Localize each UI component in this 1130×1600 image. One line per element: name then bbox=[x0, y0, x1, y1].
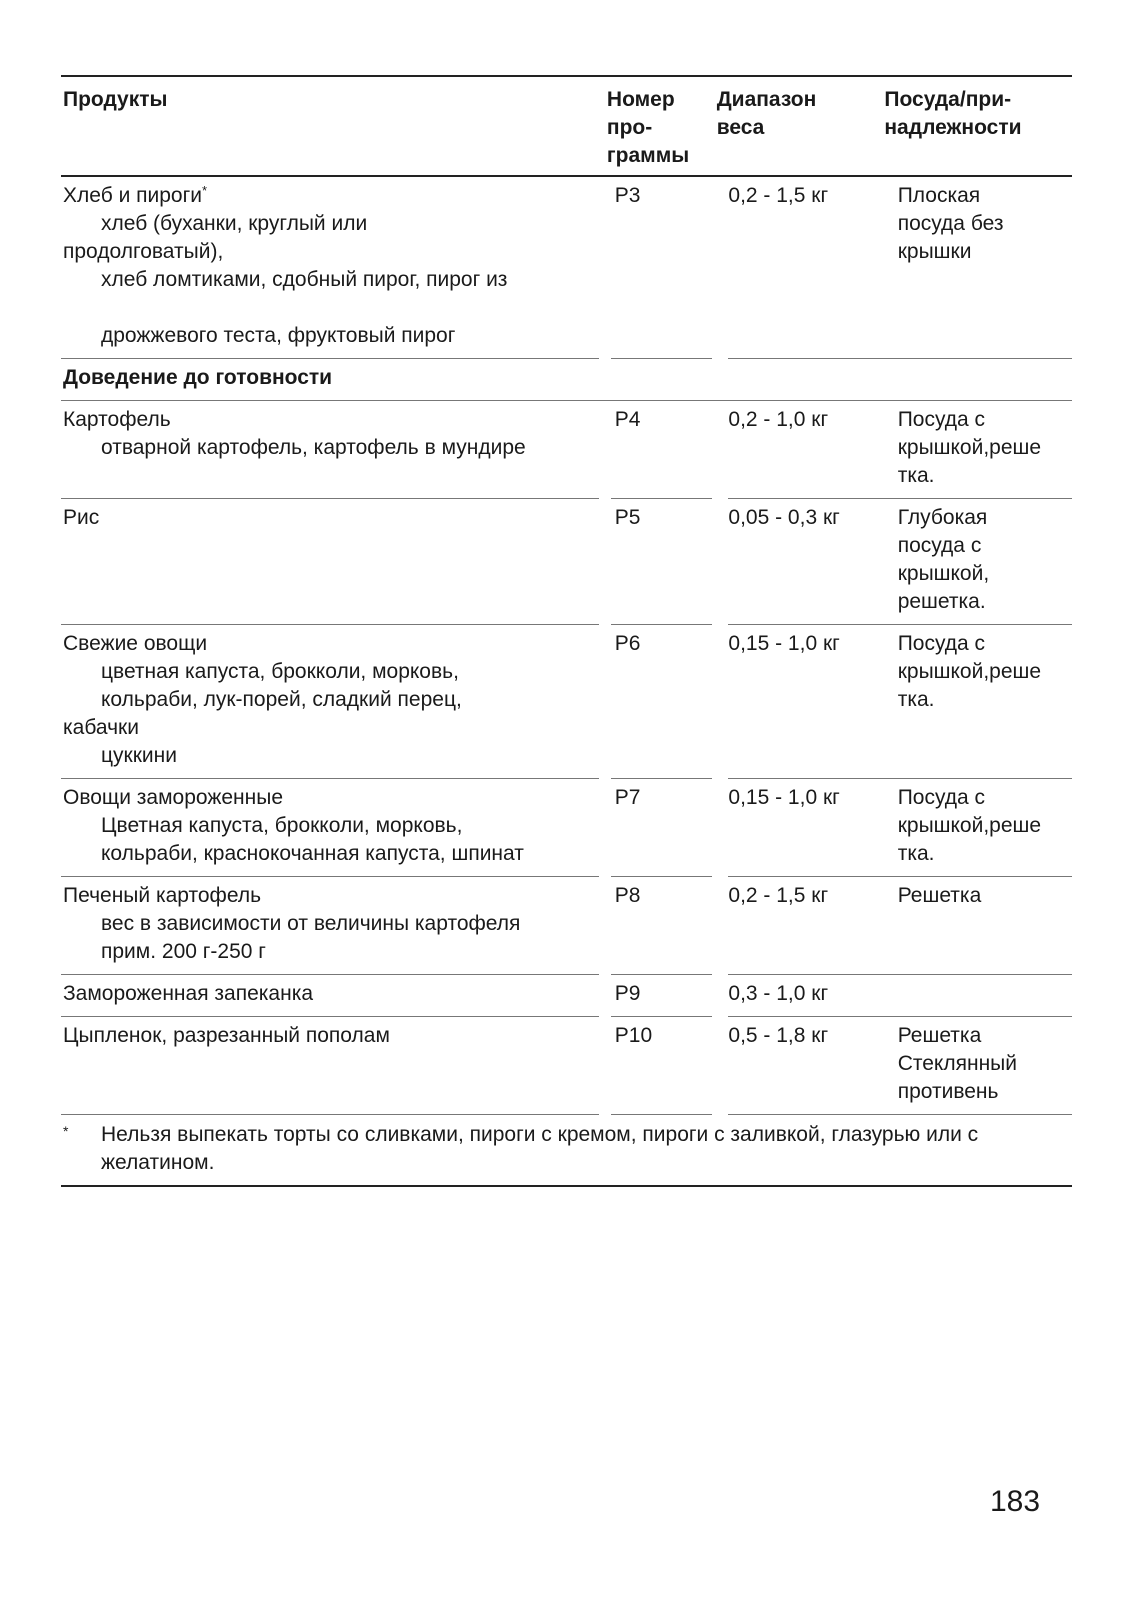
header-dish: Посуда/при- надлежности bbox=[884, 88, 1022, 139]
product-title: Картофель bbox=[63, 408, 171, 431]
table-row bbox=[61, 401, 1072, 499]
rows-top bbox=[61, 177, 1072, 359]
table-row bbox=[61, 625, 1072, 779]
footnote-marker: * bbox=[63, 1123, 69, 1139]
product-cell bbox=[61, 177, 599, 359]
table-row bbox=[61, 499, 1072, 625]
header-products: Продукты bbox=[63, 88, 168, 111]
table-row bbox=[61, 1017, 1072, 1115]
section-title: Доведение до готовности bbox=[61, 359, 1072, 401]
program-cell: P5 bbox=[611, 499, 713, 625]
rows-main bbox=[61, 401, 1072, 1115]
header-weight: Диапазон веса bbox=[716, 88, 817, 139]
product-title: Хлеб и пироги* bbox=[63, 183, 208, 207]
footnote bbox=[61, 1115, 1072, 1187]
table-row bbox=[61, 177, 1072, 359]
product-title: Овощи замороженные bbox=[63, 786, 284, 809]
product-detail: хлеб ломтиками, сдобный пирог, пирог из bbox=[101, 268, 508, 291]
weight-cell: 0,2 - 1,5 кг bbox=[728, 177, 895, 359]
product-detail: цветная капуста, брокколи, морковь, bbox=[101, 660, 459, 683]
weight-cell: 0,2 - 1,0 кг bbox=[728, 401, 895, 499]
product-detail: прим. 200 г-250 г bbox=[101, 940, 266, 963]
program-cell: P3 bbox=[611, 177, 713, 359]
product-detail: дрожжевого теста, фруктовый пирог bbox=[101, 324, 456, 347]
program-cell: P4 bbox=[611, 401, 713, 499]
product-detail: вес в зависимости от величины картофеля bbox=[101, 912, 521, 935]
product-cell bbox=[61, 877, 599, 975]
weight-cell: 0,5 - 1,8 кг bbox=[728, 1017, 895, 1115]
product-title: Цыпленок, разрезанный пополам bbox=[63, 1024, 390, 1047]
product-detail: кольраби, лук-порей, сладкий перец, bbox=[101, 688, 462, 711]
product-detail: цуккини bbox=[101, 744, 177, 767]
program-cell: P8 bbox=[611, 877, 713, 975]
program-cell: P10 bbox=[611, 1017, 713, 1115]
dish-cell: Глубокая посуда с крышкой, решетка. bbox=[896, 499, 1072, 625]
table-row bbox=[61, 779, 1072, 877]
product-cell bbox=[61, 975, 599, 1017]
dish-cell: Посуда с крышкой,реше тка. bbox=[896, 625, 1072, 779]
product-title: Свежие овощи bbox=[63, 632, 208, 655]
table-row bbox=[61, 877, 1072, 975]
footnote-mark: * bbox=[201, 183, 208, 198]
product-title: Замороженная запеканка bbox=[63, 982, 314, 1005]
product-cell bbox=[61, 779, 599, 877]
program-cell: P9 bbox=[611, 975, 713, 1017]
dish-cell: Посуда с крышкой,реше тка. bbox=[896, 779, 1072, 877]
table-row bbox=[61, 975, 1072, 1017]
product-cell bbox=[61, 625, 599, 779]
dish-cell bbox=[896, 975, 1072, 1017]
weight-cell: 0,15 - 1,0 кг bbox=[728, 625, 895, 779]
product-cell bbox=[61, 1017, 599, 1115]
product-detail: кабачки bbox=[63, 716, 139, 739]
table-header bbox=[61, 77, 1072, 177]
dish-cell: Плоская посуда без крышки bbox=[896, 177, 1072, 359]
product-detail: хлеб (буханки, круглый или bbox=[101, 212, 368, 235]
page-number: 183 bbox=[990, 1485, 1041, 1518]
product-title: Рис bbox=[63, 506, 100, 529]
dish-cell: Решетка bbox=[896, 877, 1072, 975]
footnote-text: Нельзя выпекать торты со сливками, пироги с кремом, пироги с заливкой, глазурью или с желатином. bbox=[101, 1123, 979, 1174]
product-detail: кольраби, краснокочанная капуста, шпинат bbox=[101, 842, 524, 865]
product-cell bbox=[61, 499, 599, 625]
program-cell: P6 bbox=[611, 625, 713, 779]
dish-cell: Посуда с крышкой,реше тка. bbox=[896, 401, 1072, 499]
weight-cell: 0,3 - 1,0 кг bbox=[728, 975, 895, 1017]
page bbox=[61, 75, 1072, 1187]
program-cell: P7 bbox=[611, 779, 713, 877]
weight-cell: 0,05 - 0,3 кг bbox=[728, 499, 895, 625]
product-detail: отварной картофель, картофель в мундире bbox=[101, 436, 526, 459]
product-cell bbox=[61, 401, 599, 499]
product-title: Печеный картофель bbox=[63, 884, 262, 907]
dish-cell: Решетка Стеклянный противень bbox=[896, 1017, 1072, 1115]
product-detail: продолговатый), bbox=[63, 240, 224, 263]
weight-cell: 0,15 - 1,0 кг bbox=[728, 779, 895, 877]
header-program: Номер про- граммы bbox=[606, 88, 690, 167]
weight-cell: 0,2 - 1,5 кг bbox=[728, 877, 895, 975]
product-detail: Цветная капуста, брокколи, морковь, bbox=[101, 814, 463, 837]
